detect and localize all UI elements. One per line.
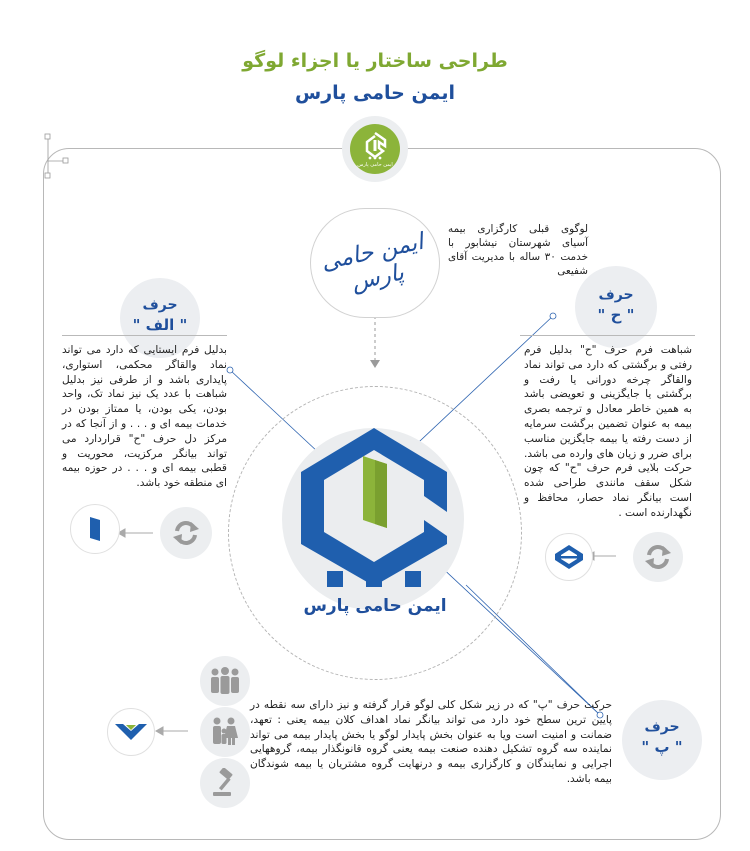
he-cycle-badge: [633, 532, 683, 582]
alef-heading: حرف: [142, 297, 178, 313]
pe-dots-symbol-icon: [114, 721, 148, 743]
page-title: طراحی ساختار یا اجزاء لوگو: [242, 50, 508, 72]
alef-letter: " الف ": [132, 316, 188, 334]
people-group-icon: [208, 666, 242, 696]
gavel-badge: [200, 758, 250, 808]
pe-heading: حرف: [644, 719, 680, 735]
alef-divider: [62, 335, 227, 336]
he-letter: " ح ": [597, 306, 635, 324]
pe-heading-circle: [622, 700, 702, 780]
he-description: شباهت فرم حرف "ح" بدلیل فرم رفتی و برگشتی که دارد می تواند نماد والقاگر چرخه دورانی یا رفت و برگشتی یا جایگزینی و تعویضی باشد به همین خاطر معادل و ترجمه بصری بیمه به عنوان تضمین برگشت سرمایه از دست رفته یا بیمه جایگزین مناسب برای ضرر و زیان های وارده می باشد. حرکت بلایی فرم حرف "ح" که چون شکل سقف مانندی طراحی شده است بیانگر نماد حصار، محافظ و نگهدارنده است .: [524, 344, 692, 519]
pe-letter: " پ ": [641, 738, 683, 756]
pe-description: حرکت حرف "پ" که در زیر شکل کلی لوگو قرار گرفته و نیز دارای سه نقطه در پایین ترین سطح خود دارد می تواند بیانگر نماد اهداف کلان بیمه یعنی : تعهد، ضمانت و امنیت است ویا به عنوان بخش پایدار لوگو یا بخش پایدار بیمه می تواند نماینده سه گروه تشکیل دهنده صنعت بیمه یعنی گروه قانونگذار بیمه، گروههایی اجرایی و نمایندگان و کارگزاری بیمه و درنهایت گروه مشتریان یا بیمه شوندگان بیمه باشد.: [250, 699, 612, 785]
top-badge: [350, 124, 400, 174]
alef-symbol-icon: [87, 515, 103, 543]
family-icon: [208, 716, 242, 748]
old-logo-circle: [310, 208, 440, 318]
gavel-icon: [210, 768, 240, 798]
main-logo-mark: [297, 424, 451, 594]
he-symbol-icon: [554, 544, 584, 570]
people-group-badge: [200, 656, 250, 706]
alef-cycle-badge: [160, 507, 212, 559]
pe-symbol-badge: [107, 708, 155, 756]
family-badge: [200, 707, 250, 757]
main-logo-wordmark: ایمن حامی پارس: [303, 596, 447, 616]
badge-logo-icon: [363, 132, 387, 160]
page-subtitle: ایمن حامی پارس: [295, 82, 455, 104]
old-logo-description: لوگوی قبلی کارگزاری بیمه آسیای شهرستان نیشابور با خدمت ۳۰ ساله با مدیریت آقای شفیعی: [448, 223, 588, 277]
cycle-icon: [644, 543, 672, 571]
old-logo-calligraphy: ایمن حامی پارس: [318, 228, 426, 296]
alef-symbol-badge: [70, 504, 120, 554]
badge-caption: ایمن حامی پارس: [357, 162, 393, 168]
he-symbol-badge: [545, 533, 593, 581]
cycle-icon: [172, 519, 200, 547]
he-heading: حرف: [598, 287, 634, 303]
alef-description: بدلیل فرم ایستایی که دارد می تواند نماد والقاگر محکمی، استواری، پایداری باشد و از طرفی نیز بدلیل شباهت با عدد یک نیز نماد تک، واحد بودن، یکی بودن، یا ممتاز بودن در خدمات بیمه ای و . . . و از آنجا که در مرکز دل حرف "ح" قراردارد می تواند بیانگر مرکزیت، محوریت و قطبی بیمه ای و . . . در حوزه بیمه ای منطقه خود باشد.: [62, 344, 227, 490]
he-divider: [520, 335, 695, 336]
